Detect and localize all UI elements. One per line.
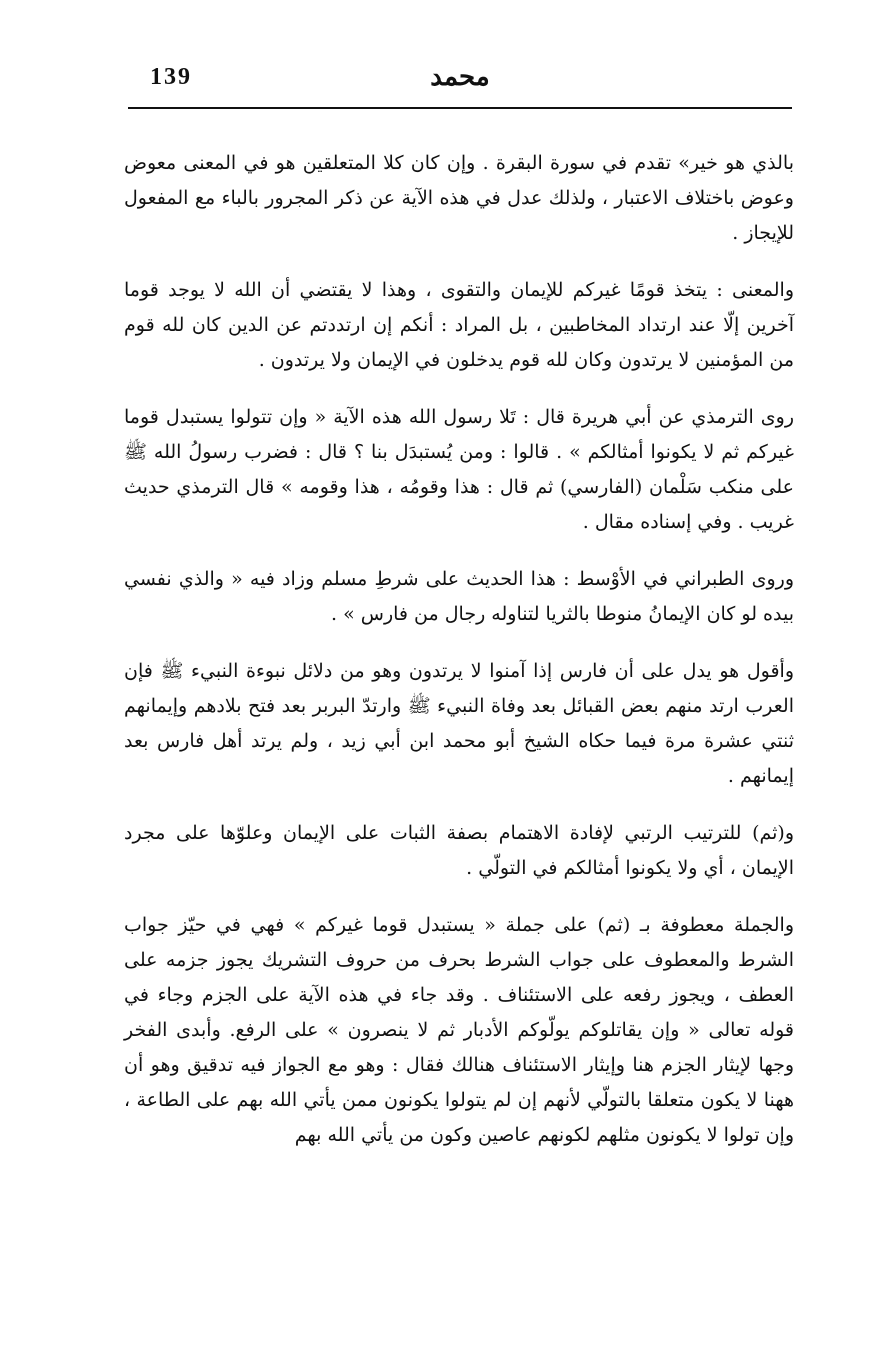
paragraph: والجملة معطوفة بـ (ثم) على جملة « يستبدل قوما غيركم » فهي في حيّز جواب الشرط والمعطوف على جواب الشرط بحرف من حروف التشريك يجوز جزمه على العطف ، ويجوز رفعه على الاستئناف . وقد جاء في هذه الآية على الجزم وجاء في قوله تعالى « وإن يقاتلوكم يولّوكم الأدبار ثم لا ينصرون » على الرفع. وأبدى الفخر وجها لإيثار الجزم هنا وإيثار الاستئناف هنالك فقال : وهو مع الجواز فيه تدقيق وهو أن ههنا لا يكون متعلقا بالتولّي لأنهم إن لم يتولوا يكونون ممن يأتي الله بهم على الطاعة ، وإن تولوا لا يكونون مثلهم لكونهم عاصين وكون من يأتي الله بهم: [124, 914, 794, 1146]
paragraph: و(ثم) للترتيب الرتبي لإفادة الاهتمام بصفة الثبات على الإيمان وعلوّها على مجرد الإيمان ، أي ولا يكونوا أمثالكم في التولّي .: [124, 822, 794, 879]
paragraph: روى الترمذي عن أبي هريرة قال : تَلا رسول الله هذه الآية « وإن تتولوا يستبدل قوما غيركم ثم لا يكونوا أمثالكم » . قالوا : ومن يُستبدَل بنا ؟ قال : فضرب رسولُ الله ﷺ على منكب سَلْمان (الفارسي) ثم قال : هذا وقومُه ، هذا وقومه » قال الترمذي حديث غريب . وفي إسناده مقال .: [124, 406, 794, 533]
running-title: محمد: [430, 62, 490, 92]
paragraph: وأقول هو يدل على أن فارس إذا آمنوا لا يرتدون وهو من دلائل نبوءة النبيء ﷺ فإن العرب ارتد منهم بعض القبائل بعد وفاة النبيء ﷺ وارتدّ البربر بعد فتح بلادهم وإيمانهم ثنتي عشرة مرة فيما حكاه الشيخ أبو محمد ابن أبي زيد ، ولم يرتد أهل فارس بعد إيمانهم .: [124, 660, 794, 787]
body-text: [124, 146, 794, 1175]
paragraph: بالذي هو خير» تقدم في سورة البقرة . وإن كان كلا المتعلقين هو في المعنى معوض وعوض باختلاف الاعتبار ، ولذلك عدل في هذه الآية عن ذكر المجرور بالباء مع المفعول للإيجاز .: [124, 152, 794, 244]
paragraph: وروى الطبراني في الأوْسط : هذا الحديث على شرطِ مسلم وزاد فيه « والذي نفسي بيده لو كان الإيمانُ منوطا بالثريا لتناوله رجال من فارس » .: [124, 568, 794, 625]
page-number: 139: [150, 64, 192, 90]
page-header: [128, 58, 792, 106]
header-rule: [128, 107, 792, 109]
paragraph: والمعنى : يتخذ قومًا غيركم للإيمان والتقوى ، وهذا لا يقتضي أن الله لا يوجد قوما آخرين إلّا عند ارتداد المخاطبين ، بل المراد : أنكم إن ارتددتم عن الدين كان لله قوم من المؤمنين لا يرتدون وكان لله قوم يدخلون في الإيمان ولا يرتدون .: [124, 279, 794, 371]
